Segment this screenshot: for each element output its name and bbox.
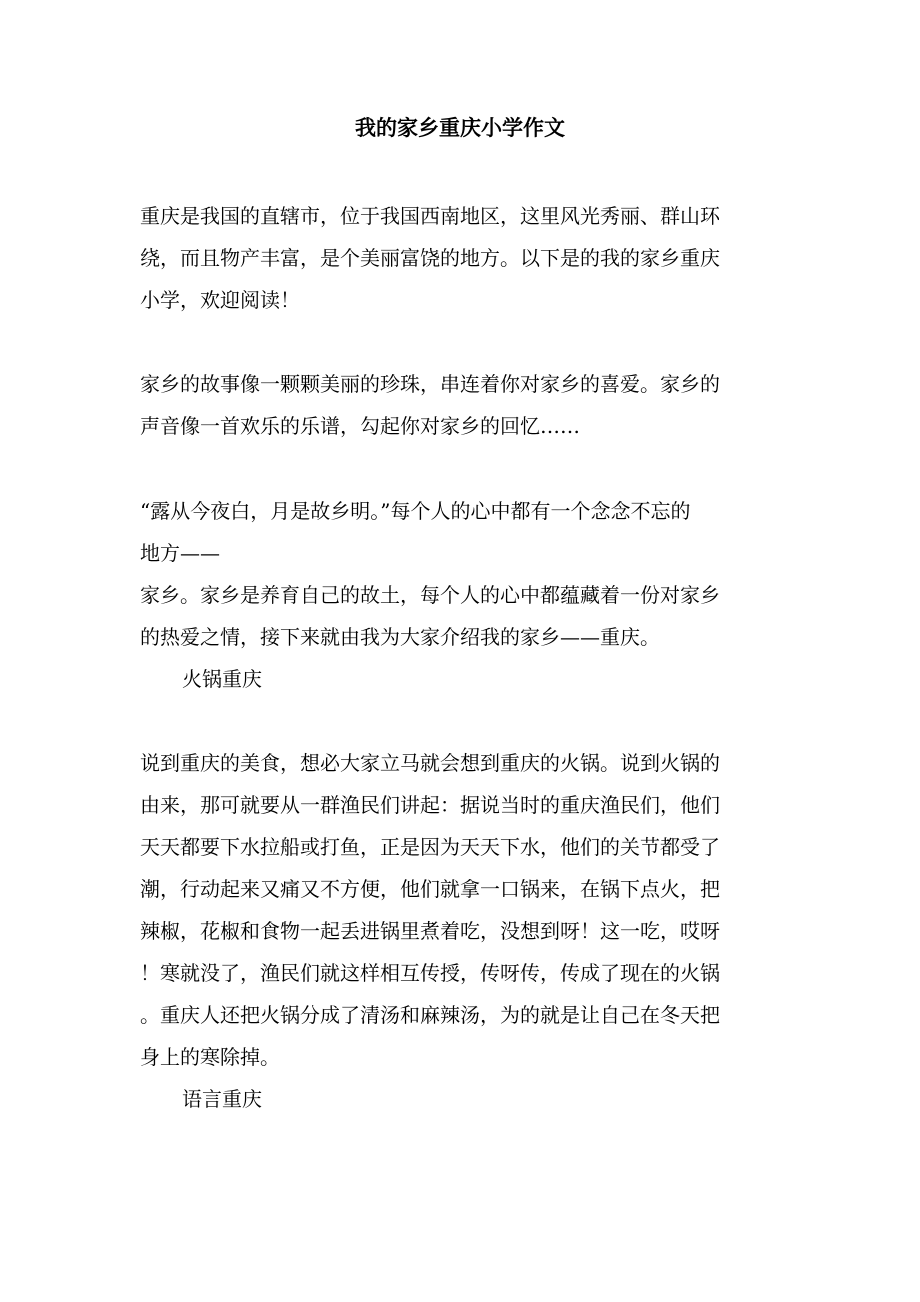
body-text-line: 家乡。家乡是养育自己的故土，每个人的心中都蕴藏着一份对家乡: [140, 583, 720, 607]
body-text-line: 天天都要下水拉船或打鱼，正是因为天天下水，他们的关节都受了: [140, 835, 720, 859]
body-text-line: 小学，欢迎阅读！: [140, 288, 300, 312]
body-text-line: 说到重庆的美食，想必大家立马就会想到重庆的火锅。说到火锅的: [140, 751, 720, 775]
body-text-line: ！寒就没了，渔民们就这样相互传授，传呀传，传成了现在的火锅: [140, 961, 720, 985]
body-text-line: 由来，那可就要从一群渔民们讲起：据说当时的重庆渔民们，他们: [140, 793, 720, 817]
document-title: 我的家乡重庆小学作文: [355, 115, 565, 140]
body-text-line: 家乡的故事像一颗颗美丽的珍珠，串连着你对家乡的喜爱。家乡的: [140, 372, 720, 396]
body-text-line: 的热爱之情，接下来就由我为大家介绍我的家乡——重庆。: [140, 625, 660, 649]
body-text-line: 潮，行动起来又痛又不方便，他们就拿一口锅来，在锅下点火，把: [140, 877, 720, 901]
body-text-line: 重庆是我国的直辖市，位于我国西南地区，这里风光秀丽、群山环: [140, 204, 720, 228]
body-text-line: “露从今夜白，月是故乡明。”每个人的心中都有一个念念不忘的: [140, 499, 691, 523]
section-heading: 语言重庆: [182, 1087, 262, 1111]
body-text-line: 声音像一首欢乐的乐谱，勾起你对家乡的回忆……: [140, 414, 580, 438]
body-text-line: 身上的寒除掉。: [140, 1045, 280, 1069]
body-text-line: 辣椒，花椒和食物一起丢进锅里煮着吃，没想到呀！这一吃，哎呀: [140, 919, 720, 943]
body-text-line: 绕，而且物产丰富，是个美丽富饶的地方。以下是的我的家乡重庆: [140, 246, 720, 270]
section-heading: 火锅重庆: [182, 667, 262, 691]
body-text-line: 。重庆人还把火锅分成了清汤和麻辣汤，为的就是让自己在冬天把: [140, 1003, 720, 1027]
body-text-line: 地方——: [140, 541, 220, 565]
